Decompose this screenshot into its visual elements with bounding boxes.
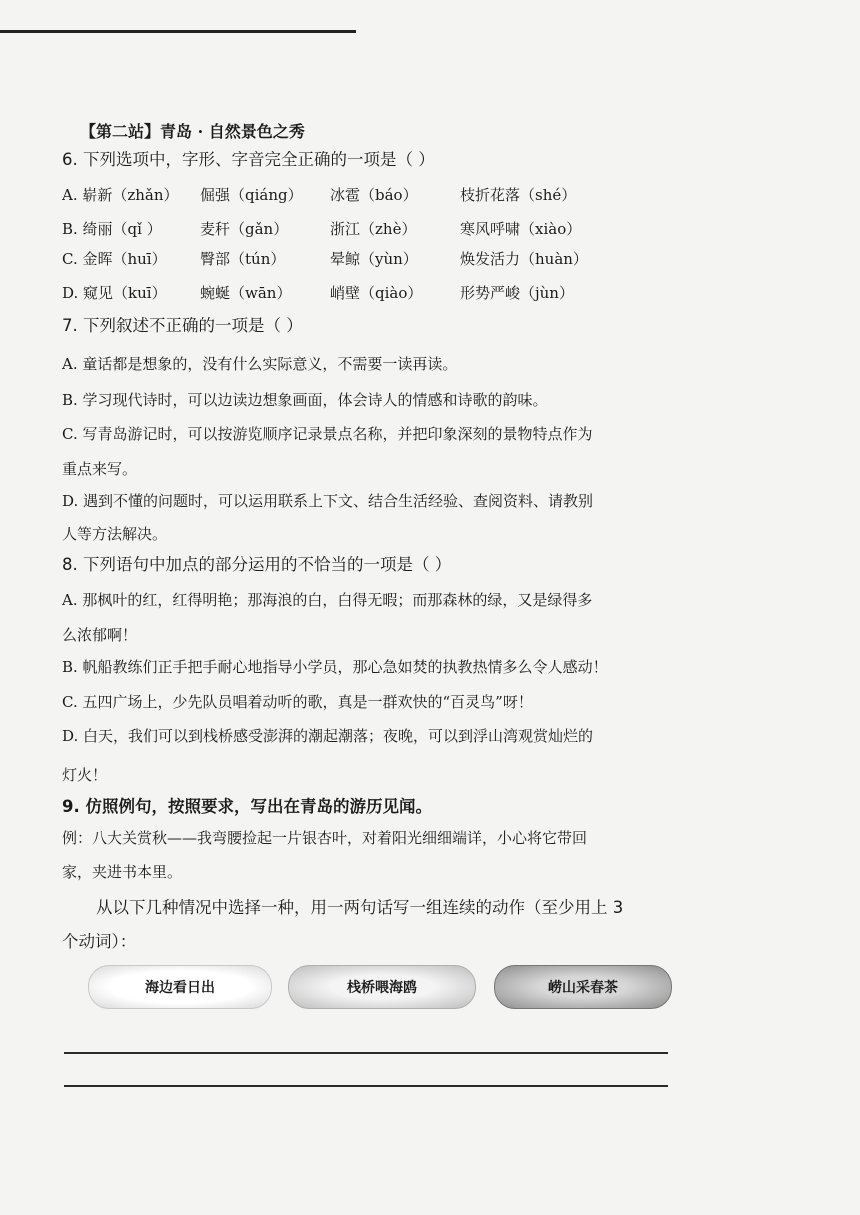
q6-option-a-3: 冰雹（báo） [330, 186, 418, 204]
q6-option-c-3: 晕鲸（yùn） [330, 250, 418, 268]
section-title: 【第二站】青岛 · 自然景色之秀 [80, 122, 305, 141]
choice-label: 栈桥喂海鸥 [347, 980, 417, 996]
q8-option-a: A. 那枫叶的红，红得明艳；那海浪的白，白得无暇；而那森林的绿，又是绿得多 [62, 591, 593, 609]
q8-option-c: C. 五四广场上，少先队员唱着动听的歌，真是一群欢快的“百灵鸟”呀！ [62, 693, 533, 711]
answer-line-2 [64, 1085, 668, 1087]
q6-option-c-4: 焕发活力（huàn） [460, 250, 588, 268]
question-7-stem: 7. 下列叙述不正确的一项是（ ） [62, 316, 303, 335]
question-8-stem: 8. 下列语句中加点的部分运用的不恰当的一项是（ ） [62, 555, 452, 574]
q7-option-d-cont: 人等方法解决。 [62, 525, 168, 543]
choice-label: 崂山采春茶 [548, 980, 618, 996]
top-rule [0, 30, 356, 33]
answer-line-1 [64, 1052, 668, 1054]
q8-option-d-cont: 灯火！ [62, 766, 108, 784]
q9-instruction-line-2: 个动词）： [62, 932, 137, 951]
q9-instruction-line-1: 从以下几种情况中选择一种，用一两句话写一组连续的动作（至少用上 3 [96, 898, 624, 917]
q6-option-b-3: 浙江（zhè） [330, 220, 417, 238]
q7-option-c: C. 写青岛游记时，可以按游览顺序记录景点名称，并把印象深刻的景物特点作为 [62, 425, 593, 443]
q6-option-d-4: 形势严峻（jùn） [460, 284, 574, 302]
question-9-stem: 9. 仿照例句，按照要求，写出在青岛的游历见闻。 [62, 797, 432, 816]
q9-example-line-1: 例：八大关赏秋——我弯腰捡起一片银杏叶，对着阳光细细端详，小心将它带回 [62, 829, 588, 847]
q6-option-a-1: A. 崭新（zhǎn） [62, 186, 179, 204]
q6-option-d-3: 峭壁（qiào） [330, 284, 423, 302]
q9-example-line-2: 家，夹进书本里。 [62, 863, 183, 881]
q8-option-b: B. 帆船教练们正手把手耐心地指导小学员，那心急如焚的执教热情多么令人感动！ [62, 658, 608, 676]
q6-option-a-2: 倔强（qiáng） [200, 186, 303, 204]
q7-option-c-cont: 重点来写。 [62, 460, 138, 478]
q7-option-a: A. 童话都是想象的，没有什么实际意义，不需要一读再读。 [62, 355, 458, 373]
q6-option-d-1: D. 窥见（kuī） [62, 284, 167, 302]
choice-seagull-pill [288, 965, 476, 1009]
q7-option-d: D. 遇到不懂的问题时，可以运用联系上下文、结合生活经验、查阅资料、请教别 [62, 492, 594, 510]
q7-option-b: B. 学习现代诗时，可以边读边想象画面，体会诗人的情感和诗歌的韵味。 [62, 391, 548, 409]
q6-option-b-2: 麦秆（gǎn） [200, 220, 289, 238]
q6-option-d-2: 蜿蜒（wān） [200, 284, 292, 302]
choice-label: 海边看日出 [145, 980, 215, 996]
q6-option-a-4: 枝折花落（shé） [460, 186, 577, 204]
choice-sunrise-pill [88, 965, 272, 1009]
question-6-stem: 6. 下列选项中，字形、字音完全正确的一项是（ ） [62, 150, 435, 169]
q6-option-b-4: 寒风呼啸（xiào） [460, 220, 582, 238]
q8-option-d: D. 白天，我们可以到栈桥感受澎湃的潮起潮落；夜晚，可以到浮山湾观赏灿烂的 [62, 727, 594, 745]
q8-option-a-cont: 么浓郁啊！ [62, 626, 138, 644]
q6-option-b-1: B. 绮丽（qǐ ） [62, 220, 162, 238]
choice-tea-pill [494, 965, 672, 1009]
q6-option-c-2: 臀部（tún） [200, 250, 286, 268]
q6-option-c-1: C. 金晖（huī） [62, 250, 167, 268]
